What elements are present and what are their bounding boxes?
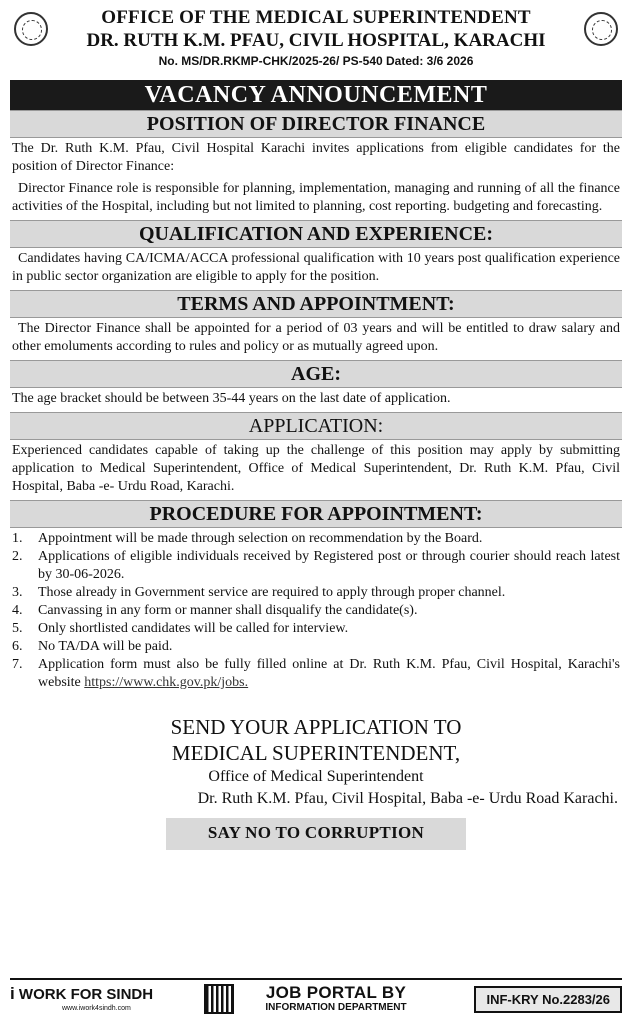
send-line-1: SEND YOUR APPLICATION TO [170, 715, 462, 739]
footer [10, 978, 622, 1018]
inf-number: INF-KRY No.2283/26 [474, 986, 622, 1013]
position-role: Director Finance role is responsible for planning, implementation, managing and running of all the finance activities of the Hospital, including but not limited to planning, cost reporting. budgeting and forecasting. [12, 181, 620, 214]
list-item: 2. Applications of eligible individuals received by Registered post or through courier should reach latest by 30-06-2026. [12, 549, 620, 582]
corruption-banner: SAY NO TO CORRUPTION [166, 818, 466, 850]
hospital-seal-icon [14, 12, 48, 46]
jobs-website-link[interactable]: https://www.chk.gov.pk/jobs. [84, 675, 249, 690]
terms-heading: TERMS AND APPOINTMENT: [10, 290, 622, 318]
qualification-heading: QUALIFICATION AND EXPERIENCE: [10, 220, 622, 248]
work-for-sindh-logo: i WORK FOR SINDH www.iwork4sindh.com [10, 984, 154, 1012]
procedure-heading: PROCEDURE FOR APPOINTMENT: [10, 500, 622, 528]
list-item: 5. Only shortlisted candidates will be called for interview. [12, 621, 349, 636]
send-line-4: Dr. Ruth K.M. Pfau, Civil Hospital, Baba -e- Urdu Road Karachi. [197, 790, 618, 807]
age-text: The age bracket should be between 35-44 years on the last date of application. [12, 391, 451, 406]
terms-text: The Director Finance shall be appointed for a period of 03 years and will be entitled to draw salary and other emoluments according to rules and policy or as mutually agreed upon. [12, 321, 620, 354]
send-line-2: MEDICAL SUPERINTENDENT, [171, 741, 461, 765]
qualification-text: Candidates having CA/ICMA/ACCA professional qualification with 10 years post qualification experience in public sector organization are eligible to apply for the position. [12, 251, 620, 284]
header [10, 0, 622, 80]
qr-code-icon [204, 984, 234, 1014]
list-item: 3. Those already in Government service are required to apply through proper channel. [12, 585, 506, 600]
vacancy-banner: VACANCY ANNOUNCEMENT [10, 80, 622, 110]
position-heading: POSITION OF DIRECTOR FINANCE [10, 110, 622, 138]
application-heading: APPLICATION: [10, 412, 622, 440]
send-application-block [10, 714, 622, 810]
list-item: 7. Application form must also be fully filled online at Dr. Ruth K.M. Pfau, Civil Hospital, Karachi's website https://www.chk.gov.pk/jobs. [12, 657, 620, 690]
position-intro: The Dr. Ruth K.M. Pfau, Civil Hospital Karachi invites applications from eligible candidates for the position of Director Finance: [12, 141, 620, 174]
application-text: Experienced candidates capable of taking up the challenge of this position may apply by submitting application to Medical Superintendent, Office of Medical Superintendent, Dr. Ruth K.M. Pfau, Civil Hospital, Baba -e- Urdu Road, Karachi. [12, 443, 620, 494]
government-seal-icon [584, 12, 618, 46]
list-item: 1. Appointment will be made through selection on recommendation by the Board. [12, 531, 483, 546]
list-item: 4. Canvassing in any form or manner shall disqualify the candidate(s). [12, 603, 418, 618]
procedure-list [10, 528, 622, 692]
age-heading: AGE: [10, 360, 622, 388]
job-portal-badge: JOB PORTAL BY INFORMATION DEPARTMENT [265, 983, 407, 1013]
send-line-3: Office of Medical Superintendent [208, 768, 424, 785]
reference-number: No. MS/DR.RKMP-CHK/2025-26/ PS-540 Dated: 3/6 2026 [158, 54, 474, 68]
office-title: OFFICE OF THE MEDICAL SUPERINTENDENT [101, 7, 531, 28]
list-item: 6. No TA/DA will be paid. [12, 639, 173, 654]
hospital-name: DR. RUTH K.M. PFAU, CIVIL HOSPITAL, KARACHI [86, 30, 546, 51]
